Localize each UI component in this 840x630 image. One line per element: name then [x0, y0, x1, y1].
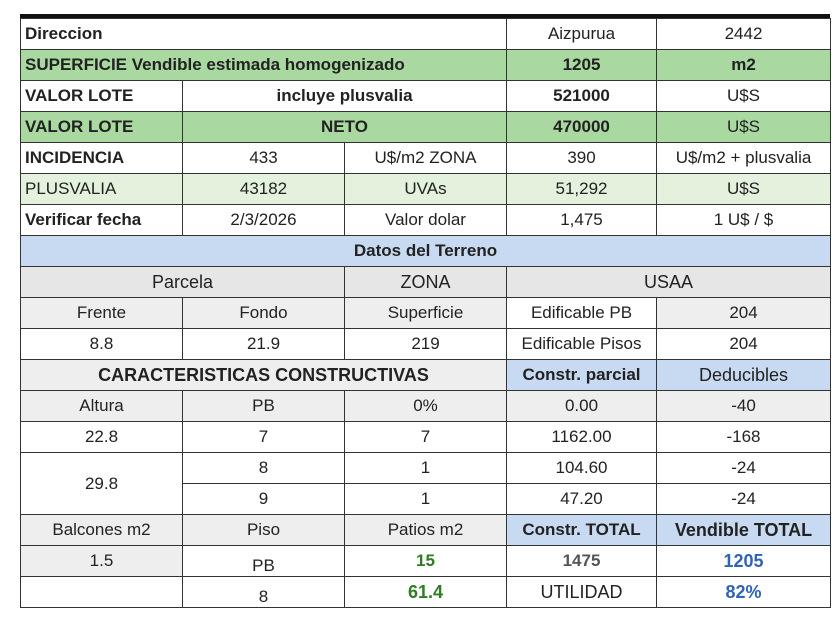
valor-lote-unit[interactable]: U$S — [657, 81, 831, 112]
altura-22[interactable]: 22.8 — [21, 422, 183, 453]
verificar-label[interactable]: Verificar fecha — [21, 205, 183, 236]
row-terreno-values — [21, 329, 831, 360]
verificar-fecha[interactable]: 2/3/2026 — [183, 205, 345, 236]
plusvalia-v1[interactable]: 43182 — [183, 174, 345, 205]
patios-8[interactable]: 61.4 — [345, 577, 507, 608]
constr-9[interactable]: 47.20 — [507, 484, 657, 515]
row-constructivas-header — [21, 360, 831, 391]
constructivas-title[interactable]: CARACTERISTICAS CONSTRUCTIVAS — [21, 360, 507, 391]
valor-neto-unit[interactable]: U$S — [657, 112, 831, 143]
piso-8-total[interactable]: 8 — [183, 577, 345, 608]
vendible-total-header[interactable]: Vendible TOTAL — [657, 515, 831, 546]
superficie-terreno-value[interactable]: 219 — [345, 329, 507, 360]
superficie-label[interactable]: SUPERFICIE Vendible estimada homogenizado — [21, 50, 507, 81]
fondo-value[interactable]: 21.9 — [183, 329, 345, 360]
balcones-header[interactable]: Balcones m2 — [21, 515, 183, 546]
superficie-value[interactable]: 1205 — [507, 50, 657, 81]
piso-pb-total[interactable]: PB — [183, 546, 345, 577]
ded-7[interactable]: -168 — [657, 422, 831, 453]
altura-29[interactable]: 29.8 — [21, 453, 183, 515]
row-valor-lote-plus — [21, 81, 831, 112]
incidencia-v2[interactable]: 390 — [507, 143, 657, 174]
constr-total-value[interactable]: 1475 — [507, 546, 657, 577]
usaa-label[interactable]: USAA — [507, 267, 831, 298]
deducibles-header[interactable]: Deducibles — [657, 360, 831, 391]
valor-neto-label[interactable]: VALOR LOTE — [21, 112, 183, 143]
piso-header[interactable]: Piso — [183, 515, 345, 546]
row-terreno-title — [21, 236, 831, 267]
ded-pb[interactable]: -40 — [657, 391, 831, 422]
plusvalia-u2[interactable]: U$S — [657, 174, 831, 205]
vendible-total-value[interactable]: 1205 — [657, 546, 831, 577]
patios-header[interactable]: Patios m2 — [345, 515, 507, 546]
row-superficie — [21, 50, 831, 81]
constr-8[interactable]: 104.60 — [507, 453, 657, 484]
row-totales-header — [21, 515, 831, 546]
row-totales-2 — [21, 577, 831, 608]
balcones-empty[interactable] — [21, 577, 183, 608]
edificable-pisos-label[interactable]: Edificable Pisos — [507, 329, 657, 360]
frente-value[interactable]: 8.8 — [21, 329, 183, 360]
edificable-pb-value[interactable]: 204 — [657, 298, 831, 329]
pct-7[interactable]: 7 — [345, 422, 507, 453]
header-fondo[interactable]: Fondo — [183, 298, 345, 329]
valor-neto-desc[interactable]: NETO — [183, 112, 507, 143]
incidencia-u1[interactable]: U$/m2 ZONA — [345, 143, 507, 174]
valor-dolar[interactable]: 1,475 — [507, 205, 657, 236]
incidencia-label[interactable]: INCIDENCIA — [21, 143, 183, 174]
row-incidencia — [21, 143, 831, 174]
pct-pb[interactable]: 0% — [345, 391, 507, 422]
header-edificable-pb[interactable]: Edificable PB — [507, 298, 657, 329]
utilidad-label[interactable]: UTILIDAD — [507, 577, 657, 608]
row-terreno-headers — [21, 298, 831, 329]
row-altura — [21, 391, 831, 422]
constr-pb[interactable]: 0.00 — [507, 391, 657, 422]
balcones-value[interactable]: 1.5 — [21, 546, 183, 577]
header-superficie[interactable]: Superficie — [345, 298, 507, 329]
terreno-title[interactable]: Datos del Terreno — [21, 236, 831, 267]
piso-9[interactable]: 9 — [183, 484, 345, 515]
parcela-label[interactable]: Parcela — [21, 267, 345, 298]
row-valor-lote-neto — [21, 112, 831, 143]
altura-label[interactable]: Altura — [21, 391, 183, 422]
row-direccion — [21, 19, 831, 50]
row-verificar — [21, 205, 831, 236]
spreadsheet — [20, 0, 830, 630]
plusvalia-label[interactable]: PLUSVALIA — [21, 174, 183, 205]
piso-8[interactable]: 8 — [183, 453, 345, 484]
zona-label[interactable]: ZONA — [345, 267, 507, 298]
row-piso-7 — [21, 422, 831, 453]
header-frente[interactable]: Frente — [21, 298, 183, 329]
valor-dolar-label[interactable]: Valor dolar — [345, 205, 507, 236]
valor-lote-desc[interactable]: incluye plusvalia — [183, 81, 507, 112]
incidencia-v1[interactable]: 433 — [183, 143, 345, 174]
incidencia-u2[interactable]: U$/m2 + plusvalia — [657, 143, 831, 174]
direccion-calle[interactable]: Aizpurua — [507, 19, 657, 50]
constr-total-header[interactable]: Constr. TOTAL — [507, 515, 657, 546]
piso-7[interactable]: 7 — [183, 422, 345, 453]
row-piso-8 — [21, 453, 831, 484]
pct-9[interactable]: 1 — [345, 484, 507, 515]
direccion-numero[interactable]: 2442 — [657, 19, 831, 50]
valor-lote-value[interactable]: 521000 — [507, 81, 657, 112]
top-border — [20, 0, 830, 18]
patios-pb[interactable]: 15 — [345, 546, 507, 577]
plusvalia-u1[interactable]: UVAs — [345, 174, 507, 205]
exchange-rate[interactable]: 1 U$ / $ — [657, 205, 831, 236]
superficie-unit[interactable]: m2 — [657, 50, 831, 81]
row-parcela — [21, 267, 831, 298]
ded-8[interactable]: -24 — [657, 453, 831, 484]
direccion-label[interactable]: Direccion — [21, 19, 507, 50]
row-plusvalia — [21, 174, 831, 205]
constr-7[interactable]: 1162.00 — [507, 422, 657, 453]
utilidad-value[interactable]: 82% — [657, 577, 831, 608]
pct-8[interactable]: 1 — [345, 453, 507, 484]
piso-pb[interactable]: PB — [183, 391, 345, 422]
constr-parcial-header[interactable]: Constr. parcial — [507, 360, 657, 391]
ded-9[interactable]: -24 — [657, 484, 831, 515]
row-totales-1 — [21, 546, 831, 577]
edificable-pisos-value[interactable]: 204 — [657, 329, 831, 360]
cost-table — [20, 18, 831, 608]
valor-neto-value[interactable]: 470000 — [507, 112, 657, 143]
valor-lote-label[interactable]: VALOR LOTE — [21, 81, 183, 112]
plusvalia-v2[interactable]: 51,292 — [507, 174, 657, 205]
